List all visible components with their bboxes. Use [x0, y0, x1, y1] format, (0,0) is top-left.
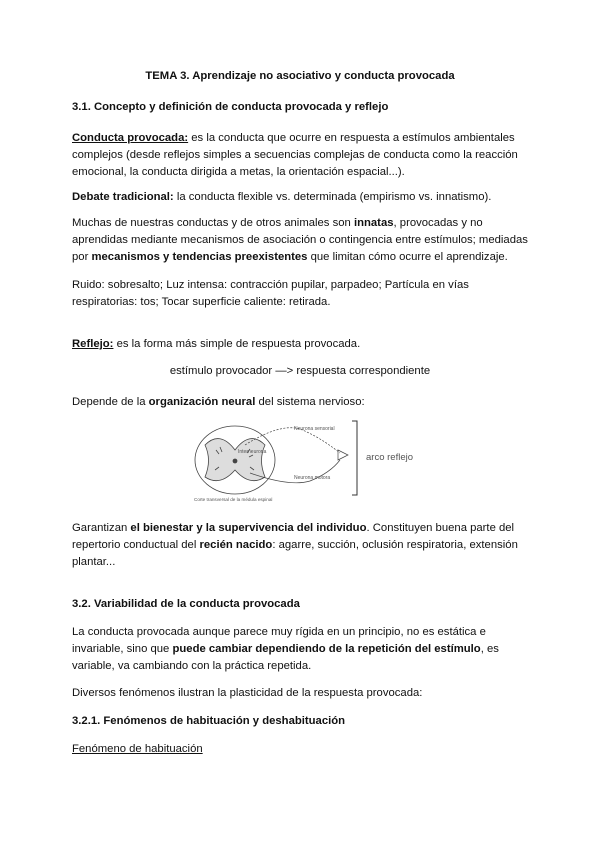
paragraph-variabilidad-line-3: variable, va cambiando con la práctica repetida. [72, 660, 312, 672]
paragraph-garantizan-line-3: plantar... [72, 556, 116, 568]
paragraph-innatas-line-2: aprendidas mediante mecanismos de asociación o contingencia entre estímulos; mediadas [72, 234, 528, 246]
paragraph-garantizan-line-2: repertorio conductual del recién nacido: agarre, succión, oclusión respiratoria, extensión [72, 539, 518, 551]
paragraph-garantizan-line-1: Garantizan el bienestar y la supervivencia del individuo. Constituyen buena parte del [72, 522, 515, 534]
label-interneuron: Interneurona [238, 449, 267, 455]
label-sensory-neuron: Neurona sensorial [294, 426, 335, 432]
paragraph-variabilidad-line-2: invariable, sino que puede cambiar dependiendo de la repetición del estímulo, es [72, 643, 499, 655]
paragraph-variabilidad-line-1: La conducta provocada aunque parece muy rígida en un principio, no es estática e [72, 626, 486, 638]
term-mecanismos: mecanismos y tendencias preexistentes [91, 251, 308, 263]
arc-bracket [352, 421, 357, 495]
term-bienestar: el bienestar y la supervivencia del individuo [130, 522, 367, 534]
section-3-1-heading: 3.1. Concepto y definición de conducta provocada y reflejo [72, 101, 389, 113]
term-puede-cambiar: puede cambiar dependiendo de la repetición del estímulo [172, 643, 481, 655]
label-arco-reflejo: arco reflejo [366, 452, 413, 463]
spinal-cord-section [195, 426, 275, 494]
label-motor-neuron: Neurona motora [294, 475, 331, 481]
label-cross-section: Corte transversal de la médula espinal [194, 497, 273, 502]
paragraph-innatas-line-3: por mecanismos y tendencias preexistentes que limitan cómo ocurre el aprendizaje. [72, 251, 508, 263]
term-organizacion-neural: organización neural [148, 396, 256, 408]
term-recien-nacido: recién nacido [199, 539, 273, 551]
paragraph-conducta-provocada-line-1: Conducta provocada: es la conducta que ocurre en respuesta a estímulos ambientales [72, 132, 515, 144]
term-innatas: innatas [353, 217, 394, 229]
paragraph-conducta-provocada-line-3: emocional, la conducta dirigida a metas, la orientación espacial...). [72, 166, 405, 178]
term-reflejo: Reflejo: [72, 338, 114, 350]
term-debate-tradicional: Debate tradicional: [72, 191, 174, 203]
subsection-habituacion: Fenómeno de habituación [72, 743, 203, 755]
paragraph-plasticidad: Diversos fenómenos ilustran la plasticidad de la respuesta provocada: [72, 687, 423, 699]
paragraph-conducta-provocada-line-2: complejos (desde reflejos simples a secuencias complejas de conducta como la reacción [72, 149, 518, 161]
paragraph-innatas-line-1: Muchas de nuestras conductas y de otros animales son innatas, provocadas y no [72, 217, 483, 229]
paragraph-organizacion-neural: Depende de la organización neural del sistema nervioso: [72, 396, 365, 408]
paragraph-debate: Debate tradicional: la conducta flexible vs. determinada (empirismo vs. innatismo). [72, 191, 492, 203]
section-3-2-1-heading: 3.2.1. Fenómenos de habituación y deshabituación [72, 715, 346, 727]
section-3-2-heading: 3.2. Variabilidad de la conducta provocada [72, 598, 300, 610]
paragraph-examples-line-1: Ruido: sobresalto; Luz intensa: contracción pupilar, parpadeo; Partícula en vías [72, 279, 469, 291]
term-conducta-provocada: Conducta provocada: [72, 132, 189, 144]
document-title: TEMA 3. Aprendizaje no asociativo y conducta provocada [145, 70, 455, 82]
reflex-formula: estímulo provocador —> respuesta correspondiente [169, 365, 431, 377]
paragraph-reflejo: Reflejo: es la forma más simple de respuesta provocada. [72, 338, 361, 350]
paragraph-examples-line-2: respiratorias: tos; Tocar superficie caliente: retirada. [72, 296, 331, 308]
